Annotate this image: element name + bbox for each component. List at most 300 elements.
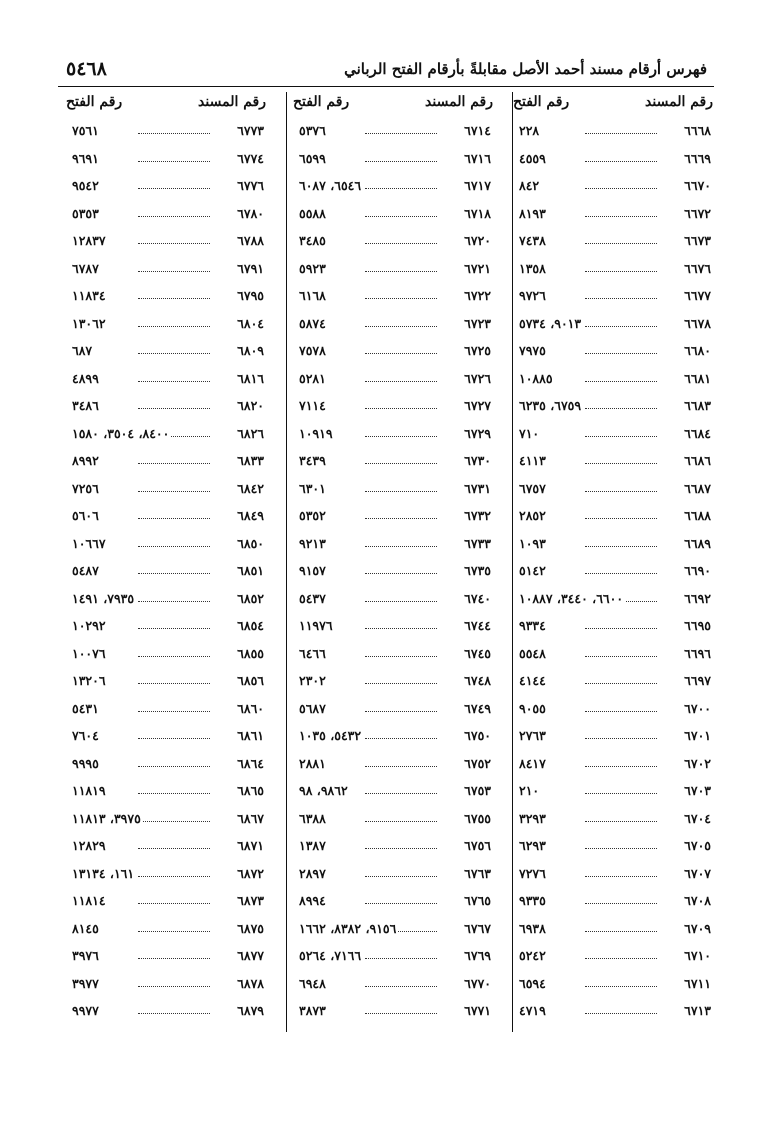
fath-number: ٥٣٥٢ xyxy=(299,508,326,523)
dot-leader xyxy=(365,133,437,134)
musnad-number: ٦٦٩٢ xyxy=(684,590,711,606)
dot-leader xyxy=(365,216,437,217)
musnad-number: ٦٧٨٠ xyxy=(237,205,264,221)
fath-number: ٧٦٠٤ xyxy=(72,728,99,743)
dot-leader xyxy=(585,958,657,959)
fath-number: ٦٨٧ xyxy=(72,343,93,358)
dot-leader xyxy=(585,436,657,437)
dot-leader xyxy=(365,381,437,382)
musnad-number: ٦٧٢٩ xyxy=(464,425,491,441)
musnad-number: ٦٧٩١ xyxy=(237,260,264,276)
dot-leader xyxy=(365,436,437,437)
musnad-number: ٦٨٦١ xyxy=(237,728,264,743)
column-rows xyxy=(505,118,719,1026)
musnad-number: ٦٨١٦ xyxy=(237,370,264,386)
musnad-number: ٦٨٤٢ xyxy=(237,480,264,496)
dot-leader xyxy=(365,546,437,547)
musnad-number: ٦٨٥٤ xyxy=(237,618,264,633)
index-row xyxy=(285,916,499,944)
fath-number: ١٠٩٣ xyxy=(519,535,546,551)
fath-number: ١٠٩١٩ xyxy=(299,425,333,441)
musnad-header: رقم المسند xyxy=(645,94,713,110)
index-row xyxy=(58,228,272,256)
dot-leader xyxy=(365,491,437,492)
musnad-number: ٦٧٢٥ xyxy=(464,343,491,358)
dot-leader xyxy=(138,491,210,492)
musnad-number: ٦٧٥٣ xyxy=(464,783,491,798)
fath-number: ٢٨٨١ xyxy=(299,755,326,771)
musnad-number: ٦٨٧١ xyxy=(237,838,264,853)
musnad-number: ٦٧٣١ xyxy=(464,480,491,496)
musnad-number: ٦٧١٣ xyxy=(684,1003,711,1018)
index-row xyxy=(58,283,272,311)
fath-number: ٥٥٤٨ xyxy=(519,645,546,661)
dot-leader xyxy=(585,353,657,354)
index-row xyxy=(285,118,499,146)
index-row xyxy=(505,861,719,889)
index-row xyxy=(58,448,272,476)
index-row xyxy=(58,311,272,339)
fath-number: ١٢٨٢٩ xyxy=(72,838,106,853)
fath-number: ٦٢٩٣ xyxy=(519,838,546,853)
index-row xyxy=(505,586,719,614)
fath-number: ٦٩٤٨ xyxy=(299,975,326,991)
fath-number: ٣٩٧٥، ١١٨١٣ xyxy=(72,810,141,826)
dot-leader xyxy=(585,216,657,217)
musnad-number: ٦٧١٧ xyxy=(464,178,491,193)
index-row xyxy=(285,586,499,614)
index-row xyxy=(58,751,272,779)
column-header xyxy=(505,92,719,118)
index-row xyxy=(505,173,719,201)
musnad-number: ٦٧٢١ xyxy=(464,260,491,276)
musnad-number: ٦٧١٨ xyxy=(464,205,491,221)
fath-number: ٨٤٢ xyxy=(519,178,540,193)
fath-number: ١٠٢٩٢ xyxy=(72,618,106,633)
musnad-number: ٦٧١٤ xyxy=(464,123,491,138)
musnad-number: ٦٨٧٥ xyxy=(237,920,264,936)
musnad-number: ٦٦٨٦ xyxy=(684,453,711,468)
musnad-number: ٦٧٦٥ xyxy=(464,893,491,908)
dot-leader xyxy=(365,848,437,849)
musnad-number: ٦٧٢٣ xyxy=(464,315,491,331)
musnad-number: ٦٦٩٥ xyxy=(684,618,711,633)
fath-number: ٨٤١٧ xyxy=(519,755,546,771)
index-row xyxy=(58,668,272,696)
dot-leader xyxy=(365,601,437,602)
fath-number: ٥٢٨١ xyxy=(299,370,326,386)
musnad-number: ٦٦٨٣ xyxy=(684,398,711,413)
musnad-number: ٦٨٥٠ xyxy=(237,535,264,551)
musnad-number: ٦٧٤٩ xyxy=(464,700,491,716)
fath-header: رقم الفتح xyxy=(513,94,570,110)
column-header xyxy=(58,92,272,118)
index-row xyxy=(58,998,272,1026)
index-row xyxy=(505,696,719,724)
fath-number: ٦٧٥٧ xyxy=(519,480,546,496)
running-title: فهرس أرقام مسند أحمد الأصل مقابلةً بأرقام الفتح الرباني xyxy=(344,60,707,78)
dot-leader xyxy=(585,711,657,712)
index-column-left xyxy=(58,92,272,1026)
index-row xyxy=(505,201,719,229)
dot-leader xyxy=(585,491,657,492)
fath-number: ٩٩٧٧ xyxy=(72,1003,99,1018)
dot-leader xyxy=(585,408,657,409)
fath-number: ٩١٥٦، ٨٣٨٢، ١٦٦٢ xyxy=(299,920,397,936)
dot-leader xyxy=(585,903,657,904)
musnad-number: ٦٧٧٦ xyxy=(237,178,264,193)
index-row xyxy=(58,916,272,944)
fath-number: ٧٤٣٨ xyxy=(519,233,546,248)
fath-number: ٨١٤٥ xyxy=(72,920,99,936)
musnad-number: ٦٦٧٢ xyxy=(684,205,711,221)
fath-number: ٣٩٧٦ xyxy=(72,948,99,963)
fath-number: ٥٤٣٧ xyxy=(299,590,326,606)
musnad-number: ٦٦٧٧ xyxy=(684,288,711,303)
fath-number: ١٣٨٧ xyxy=(299,838,326,853)
musnad-number: ٦٧٧٠ xyxy=(464,975,491,991)
musnad-header: رقم المسند xyxy=(198,94,266,110)
fath-number: ٦٤٦٦ xyxy=(299,645,326,661)
dot-leader xyxy=(138,876,210,877)
dot-leader xyxy=(365,821,437,822)
fath-number: ٦٥٩٤ xyxy=(519,975,546,991)
index-row xyxy=(505,531,719,559)
musnad-number: ٦٨٥١ xyxy=(237,563,264,578)
fath-number: ٨٩٩٢ xyxy=(72,453,99,468)
fath-header: رقم الفتح xyxy=(66,94,123,110)
index-row xyxy=(285,338,499,366)
musnad-number: ٦٦٩٧ xyxy=(684,673,711,688)
musnad-number: ٦٧٥٢ xyxy=(464,755,491,771)
dot-leader xyxy=(585,766,657,767)
dot-leader xyxy=(138,1013,210,1014)
index-row xyxy=(285,558,499,586)
index-row xyxy=(505,943,719,971)
musnad-number: ٦٦٧٨ xyxy=(684,315,711,331)
index-row xyxy=(505,366,719,394)
fath-number: ٦٣٨٨ xyxy=(299,810,326,826)
fath-number: ٧١٠ xyxy=(519,425,540,441)
musnad-number: ٦٧٤٥ xyxy=(464,645,491,661)
fath-number: ٤٧١٩ xyxy=(519,1003,546,1018)
index-row xyxy=(505,778,719,806)
fath-number: ٤٥٥٩ xyxy=(519,150,546,166)
dot-leader xyxy=(138,848,210,849)
musnad-number: ٦٧٣٥ xyxy=(464,563,491,578)
musnad-number: ٦٨٦٧ xyxy=(237,810,264,826)
index-row xyxy=(285,971,499,999)
musnad-number: ٦٧٧٣ xyxy=(237,123,264,138)
index-row xyxy=(505,393,719,421)
musnad-number: ٦٧٣٠ xyxy=(464,453,491,468)
dot-leader xyxy=(585,821,657,822)
fath-number: ٥٨٧٤ xyxy=(299,315,326,331)
musnad-number: ٦٧٣٣ xyxy=(464,535,491,551)
fath-number: ٥٤٨٧ xyxy=(72,563,99,578)
fath-number: ١٣٢٠٦ xyxy=(72,673,106,688)
musnad-number: ٦٧٩٥ xyxy=(237,288,264,303)
dot-leader xyxy=(585,518,657,519)
index-row xyxy=(505,723,719,751)
fath-number: ٥١٤٢ xyxy=(519,563,546,578)
musnad-number: ٦٧٢٦ xyxy=(464,370,491,386)
index-row xyxy=(58,201,272,229)
dot-leader xyxy=(138,573,210,574)
dot-leader xyxy=(138,738,210,739)
dot-leader xyxy=(585,1013,657,1014)
index-row xyxy=(285,943,499,971)
dot-leader xyxy=(138,958,210,959)
musnad-number: ٦٧١٦ xyxy=(464,150,491,166)
musnad-number: ٦٧٠٥ xyxy=(684,838,711,853)
fath-number: ١٣٥٨ xyxy=(519,260,546,276)
fath-number: ٥٢٤٢ xyxy=(519,948,546,963)
dot-leader xyxy=(138,381,210,382)
dot-leader xyxy=(365,161,437,162)
dot-leader xyxy=(138,903,210,904)
musnad-number: ٦٦٨٤ xyxy=(684,425,711,441)
musnad-number: ٦٧٣٢ xyxy=(464,508,491,523)
dot-leader xyxy=(365,766,437,767)
dot-leader xyxy=(138,353,210,354)
index-row xyxy=(58,256,272,284)
fath-number: ٩٢١٣ xyxy=(299,535,326,551)
index-row xyxy=(285,861,499,889)
musnad-number: ٦٨٦٤ xyxy=(237,755,264,771)
musnad-number: ٦٧٠٣ xyxy=(684,783,711,798)
musnad-number: ٦٨٧٩ xyxy=(237,1003,264,1018)
fath-number: ١٢٨٣٧ xyxy=(72,233,106,248)
fath-number: ٩٠٥٥ xyxy=(519,700,546,716)
dot-leader xyxy=(585,628,657,629)
fath-number: ٩١٥٧ xyxy=(299,563,326,578)
index-row xyxy=(505,448,719,476)
index-row xyxy=(505,668,719,696)
index-row xyxy=(285,503,499,531)
index-row xyxy=(285,778,499,806)
fath-number: ٩٣٣٤ xyxy=(519,618,546,633)
fath-number: ٧٩٣٥، ١٤٩١ xyxy=(72,590,135,606)
dot-leader xyxy=(138,766,210,767)
musnad-number: ٦٧٢٠ xyxy=(464,233,491,248)
dot-leader xyxy=(365,243,437,244)
column-rows xyxy=(285,118,499,1026)
fath-number: ١٣٠٦٢ xyxy=(72,315,106,331)
dot-leader xyxy=(138,628,210,629)
index-row xyxy=(58,696,272,724)
index-row xyxy=(285,393,499,421)
dot-leader xyxy=(365,656,437,657)
dot-leader xyxy=(585,683,657,684)
index-row xyxy=(285,146,499,174)
musnad-number: ٦٦٨٠ xyxy=(684,343,711,358)
index-row xyxy=(505,806,719,834)
dot-leader xyxy=(138,271,210,272)
musnad-number: ٦٧٥٠ xyxy=(464,728,491,743)
fath-number: ١١٨١٤ xyxy=(72,893,106,908)
musnad-number: ٦٨٧٨ xyxy=(237,975,264,991)
musnad-number: ٦٦٦٨ xyxy=(684,123,711,138)
dot-leader xyxy=(138,463,210,464)
index-row xyxy=(58,723,272,751)
index-row xyxy=(58,146,272,174)
index-row xyxy=(58,531,272,559)
fath-number: ٥٦٠٦ xyxy=(72,508,99,523)
index-row xyxy=(505,503,719,531)
index-row xyxy=(505,476,719,504)
header-rule xyxy=(58,86,714,87)
musnad-number: ٦٦٧٣ xyxy=(684,233,711,248)
fath-number: ٨٤٠٠، ٣٥٠٤، ١٥٨٠ xyxy=(72,425,170,441)
dot-leader xyxy=(365,573,437,574)
fath-number: ٨١٩٣ xyxy=(519,205,546,221)
fath-number: ٦٧٨٧ xyxy=(72,260,99,276)
index-row xyxy=(505,558,719,586)
musnad-number: ٦٨٠٤ xyxy=(237,315,264,331)
fath-number: ٩٧٢٦ xyxy=(519,288,546,303)
dot-leader xyxy=(138,518,210,519)
dot-leader xyxy=(365,876,437,877)
dot-leader xyxy=(365,298,437,299)
fath-number: ٤٨٩٩ xyxy=(72,370,99,386)
index-row xyxy=(58,558,272,586)
musnad-number: ٦٧٧١ xyxy=(464,1003,491,1018)
dot-leader xyxy=(365,958,437,959)
index-row xyxy=(505,751,719,779)
musnad-number: ٦٧٤٤ xyxy=(464,618,491,633)
index-row xyxy=(285,641,499,669)
fath-number: ٧٢٥٦ xyxy=(72,480,99,496)
dot-leader xyxy=(365,986,437,987)
dot-leader xyxy=(585,271,657,272)
musnad-number: ٦٨٣٣ xyxy=(237,453,264,468)
fath-number: ٦١٦٨ xyxy=(299,288,326,303)
index-row xyxy=(285,173,499,201)
dot-leader xyxy=(138,243,210,244)
musnad-number: ٦٦٩٠ xyxy=(684,563,711,578)
fath-number: ٢٣٠٢ xyxy=(299,673,326,688)
dot-leader xyxy=(138,188,210,189)
index-row xyxy=(505,998,719,1026)
fath-number: ٥٥٨٨ xyxy=(299,205,326,221)
dot-leader xyxy=(138,793,210,794)
musnad-number: ٦٨٦٠ xyxy=(237,700,264,716)
dot-leader xyxy=(585,188,657,189)
musnad-number: ٦٧٥٦ xyxy=(464,838,491,853)
index-row xyxy=(285,283,499,311)
dot-leader xyxy=(365,353,437,354)
index-row xyxy=(505,971,719,999)
fath-number: ٥٣٥٣ xyxy=(72,205,99,221)
fath-number: ٩٥٤٢ xyxy=(72,178,99,193)
dot-leader xyxy=(585,463,657,464)
fath-number: ٥٣٧٦ xyxy=(299,123,326,138)
musnad-number: ٦٨٧٧ xyxy=(237,948,264,963)
musnad-number: ٦٨٧٣ xyxy=(237,893,264,908)
fath-number: ٧٥٦١ xyxy=(72,123,99,138)
fath-number: ٧٢٧٦ xyxy=(519,865,546,881)
dot-leader xyxy=(138,298,210,299)
index-row xyxy=(285,366,499,394)
musnad-number: ٦٦٨١ xyxy=(684,370,711,386)
fath-number: ٥٩٢٣ xyxy=(299,260,326,276)
dot-leader xyxy=(365,628,437,629)
musnad-number: ٦٨٥٦ xyxy=(237,673,264,688)
dot-leader xyxy=(585,793,657,794)
musnad-number: ٦٨٤٩ xyxy=(237,508,264,523)
index-row xyxy=(58,613,272,641)
musnad-number: ٦٧٤٨ xyxy=(464,673,491,688)
dot-leader xyxy=(585,546,657,547)
musnad-number: ٦٧٦٧ xyxy=(464,920,491,936)
index-row xyxy=(505,118,719,146)
index-row xyxy=(58,503,272,531)
musnad-number: ٦٧٠٢ xyxy=(684,755,711,771)
index-row xyxy=(285,448,499,476)
column-header xyxy=(285,92,499,118)
musnad-number: ٦٧١٠ xyxy=(684,948,711,963)
fath-number: ٣٤٣٩ xyxy=(299,453,326,468)
musnad-number: ٦٦٧٠ xyxy=(684,178,711,193)
index-row xyxy=(285,998,499,1026)
fath-number: ٧٥٧٨ xyxy=(299,343,326,358)
dot-leader xyxy=(138,821,210,822)
index-row xyxy=(58,366,272,394)
index-row xyxy=(505,613,719,641)
dot-leader xyxy=(585,133,657,134)
fath-number: ٢٢٨ xyxy=(519,123,540,138)
fath-number: ٩٠١٣، ٥٧٣٤ xyxy=(519,315,582,331)
index-row xyxy=(58,476,272,504)
dot-leader xyxy=(365,188,437,189)
musnad-number: ٦٦٧٦ xyxy=(684,260,711,276)
fath-number: ٥٦٨٧ xyxy=(299,700,326,716)
dot-leader xyxy=(585,876,657,877)
index-row xyxy=(58,778,272,806)
index-row xyxy=(58,641,272,669)
fath-number: ٣٤٨٥ xyxy=(299,233,326,248)
dot-leader xyxy=(138,656,210,657)
index-row xyxy=(58,971,272,999)
index-row xyxy=(58,806,272,834)
index-row xyxy=(58,173,272,201)
dot-leader xyxy=(138,408,210,409)
dot-leader xyxy=(585,326,657,327)
dot-leader xyxy=(365,903,437,904)
dot-leader xyxy=(365,408,437,409)
musnad-number: ٦٧٤٠ xyxy=(464,590,491,606)
fath-number: ٤١٤٤ xyxy=(519,673,546,688)
musnad-number: ٦٨٢٦ xyxy=(237,425,264,441)
dot-leader xyxy=(138,546,210,547)
dot-leader xyxy=(138,161,210,162)
dot-leader xyxy=(138,931,210,932)
dot-leader xyxy=(585,243,657,244)
index-column-middle xyxy=(285,92,499,1026)
dot-leader xyxy=(138,986,210,987)
musnad-number: ٦٧٧٤ xyxy=(237,150,264,166)
fath-number: ٧١٦٦، ٥٢٦٤ xyxy=(299,948,362,963)
musnad-number: ٦٨٠٩ xyxy=(237,343,264,358)
dot-leader xyxy=(138,711,210,712)
index-row xyxy=(505,421,719,449)
musnad-number: ٦٦٦٩ xyxy=(684,150,711,166)
dot-leader xyxy=(365,793,437,794)
dot-leader xyxy=(585,381,657,382)
index-row xyxy=(505,916,719,944)
index-row xyxy=(285,256,499,284)
